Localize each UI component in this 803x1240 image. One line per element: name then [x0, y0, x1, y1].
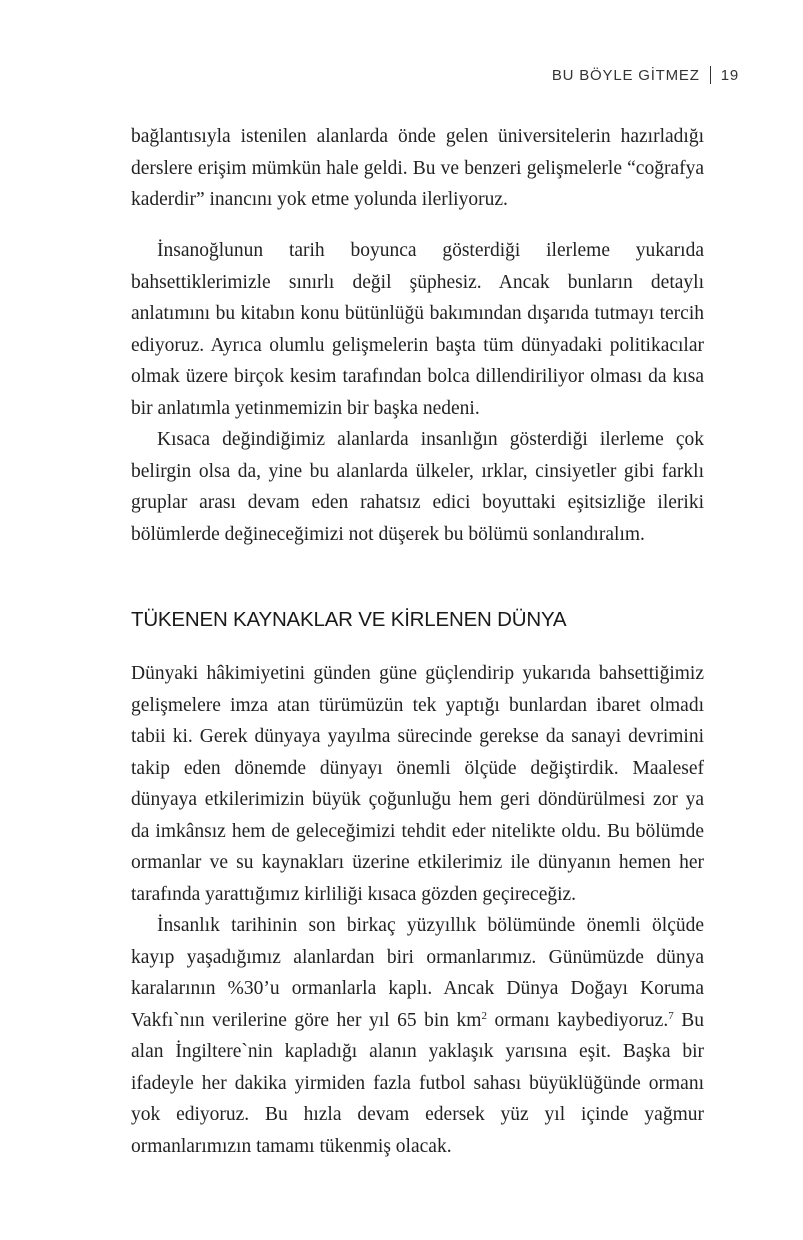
- paragraph: bağlantısıyla istenilen alanlarda önde gelen üniversitelerin hazırladığı derslere erişim mümkün hale geldi. Bu ve benzeri gelişmelerle “coğrafya kaderdir” inancını yok etme yolunda ilerliyoruz.: [131, 126, 704, 210]
- body-text-middle: [131, 235, 704, 550]
- section-heading: TÜKENEN KAYNAKLAR VE KİRLENEN DÜNYA: [131, 608, 567, 631]
- paragraph: Kısaca değindiğimiz alanlarda insanlığın gösterdiği ilerleme çok belirgin olsa da, yine bu alanlarda ülkeler, ırklar, cinsiyetler gibi farklı gruplar arası devam eden rahatsız edici boyuttaki eşitsizliğe ileriki bölümlerde değineceğimizi not düşerek bu bölümü sonlandıralım.: [131, 429, 704, 545]
- superscript-exponent: 2: [481, 1009, 487, 1022]
- footnote-reference: 7: [668, 1009, 674, 1022]
- paragraph: [131, 910, 704, 1162]
- paragraph-text: Bu alan İngiltere`nin kapladığı alanın yaklaşık yarısına eşit. Başka bir ifadeyle her dakika yirmiden fazla futbol sahası büyüklüğünde ormanı yok ediyoruz. Bu hızla devam edersek yüz yıl içinde yağmur ormanlarımızın tamamı tükenmiş olacak.: [131, 1009, 704, 1157]
- paragraph-text: ormanı kaybediyoruz.: [486, 1009, 669, 1031]
- running-head-title: BU BÖYLE GİTMEZ: [551, 66, 700, 84]
- body-text-section: [131, 658, 704, 1162]
- paragraph: İnsanoğlunun tarih boyunca gösterdiği ilerleme yukarıda bahsettiklerimizle sınırlı değil şüphesiz. Ancak bunların detaylı anlatımını bu kitabın konu bütünlüğü bakımından dışarıda tutmayı tercih ediyoruz. Ayrıca olumlu gelişmelerin başta tüm dünyadaki politikacılar olmak üzere birçok kesim tarafından bolca dillendiriliyor olması da kısa bir anlatımla yetinmemizin bir başka nedeni.: [131, 240, 704, 419]
- page-number: 19: [720, 66, 739, 84]
- paragraph: Dünyaki hâkimiyetini günden güne güçlendirip yukarıda bahsettiğimiz gelişmelere imza atan türümüzün tek yaptığı bunlardan ibaret olmadı tabii ki. Gerek dünyaya yayılma sürecinde gerekse da sanayi devrimini takip eden dönemde dünyayı önemli ölçüde değiştirdik. Maalesef dünyaya etkilerimizin büyük çoğunluğu hem geri döndürülmesi zor ya da imkânsız hem de geleceğimizi tehdit eder nitelikte oldu. Bu bölümde ormanlar ve su kaynakları üzerine etkilerimiz ile dünyanın hemen her tarafında yarattığımız kirliliği kısaca gözden geçireceğiz.: [131, 663, 704, 905]
- body-text-top: [131, 121, 704, 216]
- running-head: [552, 66, 739, 84]
- paragraph-text: İnsanlık tarihinin son birkaç yüzyıllık bölümünde önemli ölçüde kayıp yaşadığımız alanlardan biri ormanlarımız. Günümüzde dünya karalarının %30’u ormanlarla kaplı. Ancak Dünya Doğayı Koruma Vakfı`nın verilerine göre her yıl 65 bin km: [131, 915, 704, 1031]
- running-head-separator: [710, 66, 711, 84]
